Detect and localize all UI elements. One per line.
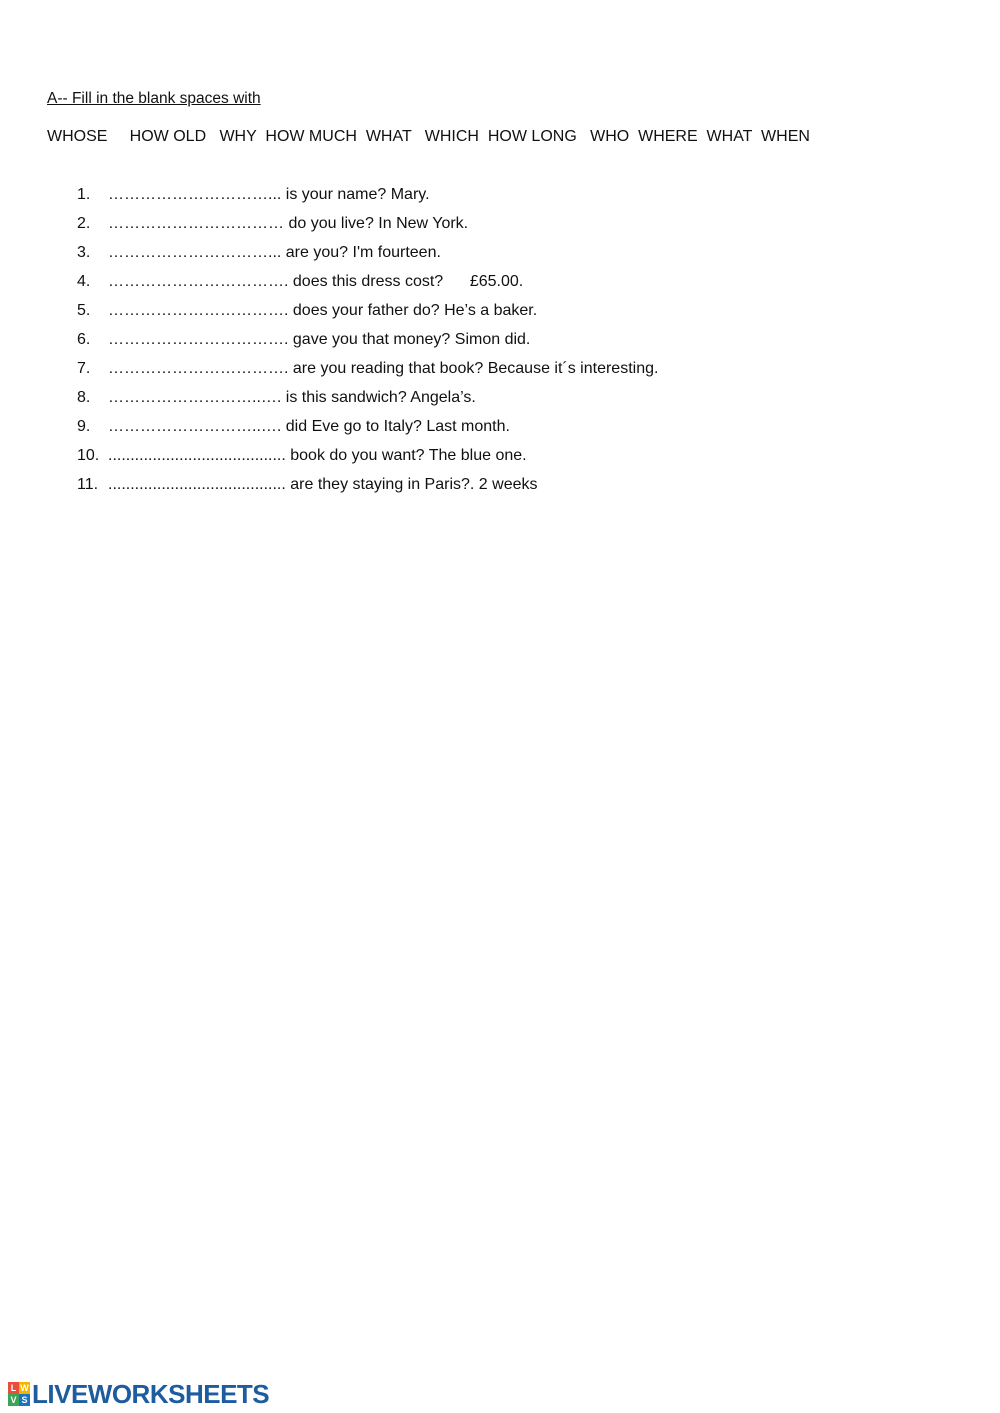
question-item <box>77 389 658 418</box>
question-text: …………………………... are you? I'm fourteen. <box>108 244 441 261</box>
question-item <box>77 215 658 244</box>
question-text: ........................................ book do you want? The blue one. <box>108 447 527 464</box>
question-number: 3. <box>77 244 91 261</box>
logo-tile: V <box>8 1394 19 1406</box>
instruction-heading: A-- Fill in the blank spaces with <box>47 90 261 107</box>
question-number: 6. <box>77 331 91 348</box>
question-number: 11. <box>77 476 99 493</box>
question-number: 7. <box>77 360 91 377</box>
question-item <box>77 186 658 215</box>
logo-tile: L <box>8 1382 19 1394</box>
question-number: 2. <box>77 215 91 232</box>
question-number: 8. <box>77 389 91 406</box>
liveworksheets-logo <box>8 1378 270 1409</box>
word-bank: WHOSE HOW OLD WHY HOW MUCH WHAT WHICH HOW LONG WHO WHERE WHAT WHEN <box>47 128 810 145</box>
question-number: 10. <box>77 447 100 464</box>
question-text: ……………………………. does this dress cost? £65.00. <box>108 273 524 290</box>
question-number: 1. <box>77 186 91 203</box>
question-item <box>77 360 658 389</box>
question-text: …………………………... is your name? Mary. <box>108 186 430 203</box>
logo-text: LIVEWORKSHEETS <box>32 1378 270 1409</box>
question-text: ……………………………. does your father do? He’s a baker. <box>108 302 538 319</box>
question-item <box>77 447 658 476</box>
question-item <box>77 476 658 505</box>
question-text: ……………………………. gave you that money? Simon did. <box>108 331 531 348</box>
question-item <box>77 331 658 360</box>
question-list <box>77 186 658 505</box>
question-number: 4. <box>77 273 91 290</box>
question-item <box>77 418 658 447</box>
question-text: ………………………..…. did Eve go to Italy? Last month. <box>108 418 510 435</box>
question-number: 5. <box>77 302 91 319</box>
question-text: ……………………………. are you reading that book? Because it´s interesting. <box>108 360 659 377</box>
question-item <box>77 302 658 331</box>
logo-tile: S <box>19 1394 30 1406</box>
question-number: 9. <box>77 418 91 435</box>
question-text: ........................................ are they staying in Paris?. 2 weeks <box>108 476 538 493</box>
question-text: ………………………..…. is this sandwich? Angela’s. <box>108 389 476 406</box>
logo-tile: W <box>20 1383 29 1393</box>
question-item <box>77 244 658 273</box>
question-item <box>77 273 658 302</box>
question-text: …………………………… do you live? In New York. <box>108 215 469 232</box>
logo-icon <box>8 1382 30 1406</box>
